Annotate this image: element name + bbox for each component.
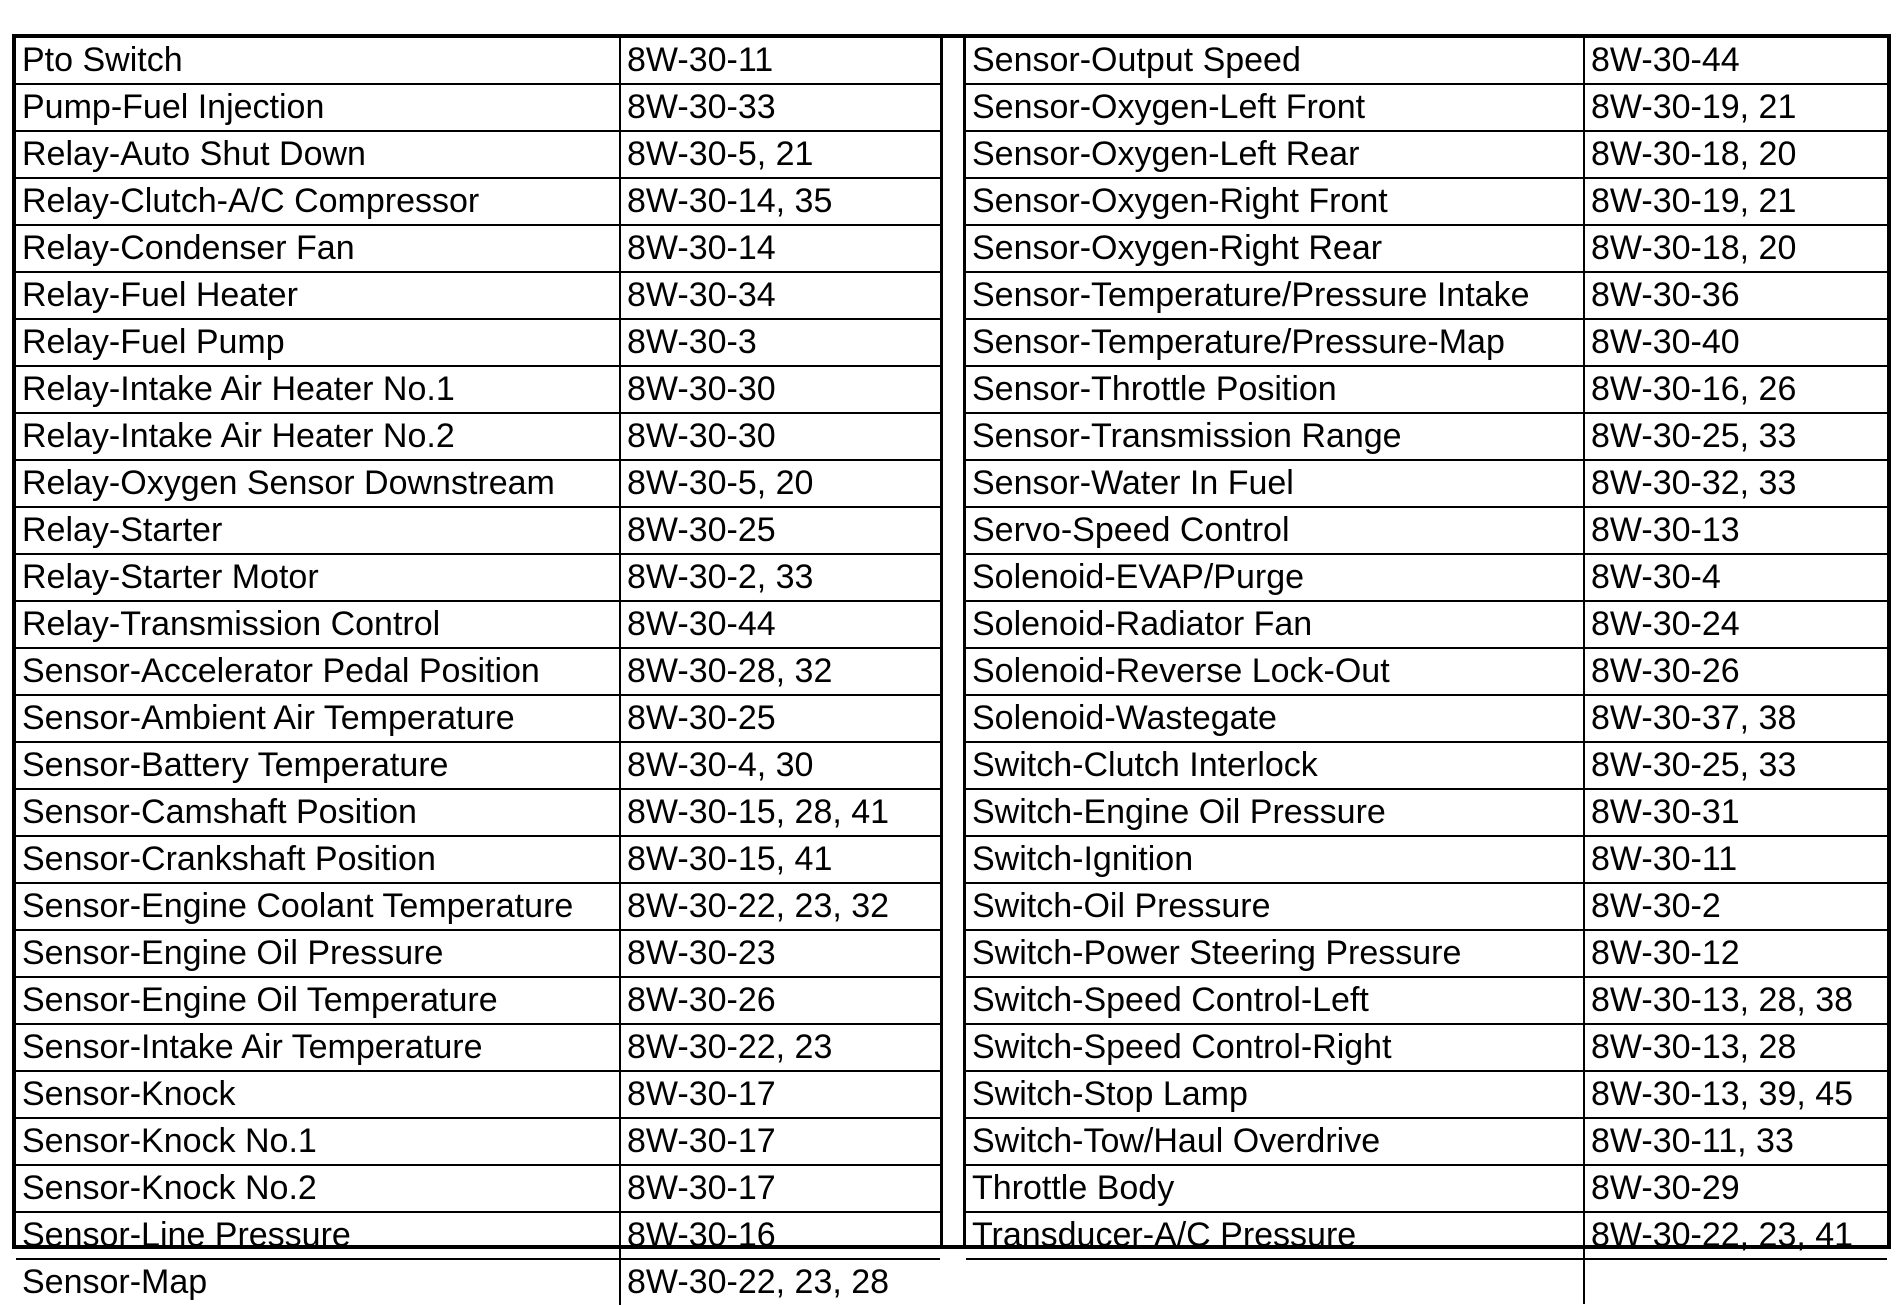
table-row	[966, 38, 1887, 84]
table-row	[16, 1118, 940, 1165]
table-row	[16, 413, 940, 460]
page-reference: 8W-30-22, 23, 41	[1584, 1212, 1887, 1259]
table-row	[16, 930, 940, 977]
component-name: Sensor-Oxygen-Right Rear	[966, 225, 1584, 272]
component-name: Sensor-Map	[22, 1263, 208, 1301]
component-name: Transducer-A/C Pressure	[966, 1212, 1584, 1259]
page-reference: 8W-30-2	[1584, 883, 1887, 930]
page-reference: 8W-30-14, 35	[620, 178, 940, 225]
page-reference: 8W-30-13	[1584, 507, 1887, 554]
page-reference: 8W-30-18, 20	[1584, 131, 1887, 178]
component-name: Pump-Fuel Injection	[16, 84, 620, 131]
page-reference: 8W-30-14	[620, 225, 940, 272]
page-reference: 8W-30-4	[1584, 554, 1887, 601]
table-row	[966, 366, 1887, 413]
table-row	[966, 742, 1887, 789]
component-name: Sensor-Water In Fuel	[966, 460, 1584, 507]
table-row	[966, 601, 1887, 648]
component-name: Switch-Engine Oil Pressure	[966, 789, 1584, 836]
page-reference: 8W-30-11, 33	[1584, 1118, 1887, 1165]
page-reference: 8W-30-25	[620, 695, 940, 742]
component-name: Sensor-Knock No.1	[16, 1118, 620, 1165]
page-reference: 8W-30-19, 21	[1584, 84, 1887, 131]
component-name: Relay-Fuel Pump	[16, 319, 620, 366]
table-row	[966, 507, 1887, 554]
component-name: Sensor-Camshaft Position	[16, 789, 620, 836]
table-row	[966, 178, 1887, 225]
page-reference: 8W-30-30	[620, 413, 940, 460]
page-reference: 8W-30-34	[620, 272, 940, 319]
page-reference: 8W-30-4, 30	[620, 742, 940, 789]
component-name: Sensor-Oxygen-Left Rear	[966, 131, 1584, 178]
table-row	[16, 1024, 940, 1071]
table-row	[966, 319, 1887, 366]
table-row	[966, 977, 1887, 1024]
component-name: Sensor-Line Pressure	[16, 1212, 620, 1259]
table-row	[16, 836, 940, 883]
page-reference: 8W-30-22, 23	[620, 1024, 940, 1071]
page-reference: 8W-30-17	[620, 1165, 940, 1212]
table-row	[966, 648, 1887, 695]
table-row	[16, 554, 940, 601]
component-name: Relay-Intake Air Heater No.1	[16, 366, 620, 413]
page-reference: 8W-30-15, 28, 41	[620, 789, 940, 836]
page-reference: 8W-30-18, 20	[1584, 225, 1887, 272]
component-name: Sensor-Knock No.2	[16, 1165, 620, 1212]
table-row	[16, 460, 940, 507]
page-reference: 8W-30-13, 39, 45	[1584, 1071, 1887, 1118]
table-row	[16, 648, 940, 695]
left-index-rows	[16, 38, 940, 1305]
left-index-column	[16, 38, 940, 1305]
page-reference: 8W-30-17	[620, 1118, 940, 1165]
table-row	[966, 272, 1887, 319]
table-row	[966, 1118, 1887, 1165]
right-index-column	[966, 38, 1887, 1304]
table-row	[966, 460, 1887, 507]
page-reference: 8W-30-31	[1584, 789, 1887, 836]
component-name: Servo-Speed Control	[966, 507, 1584, 554]
page-reference: 8W-30-32, 33	[1584, 460, 1887, 507]
page-reference: 8W-30-16, 26	[1584, 366, 1887, 413]
column-divider	[940, 38, 966, 1245]
table-row	[16, 1259, 940, 1305]
table-row	[16, 742, 940, 789]
right-index-rows	[966, 38, 1887, 1304]
table-row	[16, 319, 940, 366]
page-reference: 8W-30-23	[620, 930, 940, 977]
table-row	[16, 1071, 940, 1118]
page-reference: 8W-30-17	[620, 1071, 940, 1118]
page-reference: 8W-30-25	[620, 507, 940, 554]
table-row	[16, 225, 940, 272]
page-reference: 8W-30-40	[1584, 319, 1887, 366]
page-reference: 8W-30-25, 33	[1584, 742, 1887, 789]
component-name: Solenoid-Reverse Lock-Out	[966, 648, 1584, 695]
page-reference: 8W-30-2, 33	[620, 554, 940, 601]
component-name: Switch-Stop Lamp	[966, 1071, 1584, 1118]
table-row	[966, 225, 1887, 272]
page-reference: 8W-30-16	[620, 1212, 940, 1259]
component-name: Switch-Oil Pressure	[966, 883, 1584, 930]
component-name: Solenoid-Radiator Fan	[966, 601, 1584, 648]
table-row	[16, 789, 940, 836]
table-row	[966, 131, 1887, 178]
table-row	[16, 507, 940, 554]
component-name: Sensor-Intake Air Temperature	[16, 1024, 620, 1071]
component-name: Relay-Condenser Fan	[16, 225, 620, 272]
component-name: Relay-Clutch-A/C Compressor	[16, 178, 620, 225]
component-name: Relay-Oxygen Sensor Downstream	[16, 460, 620, 507]
table-row	[966, 1165, 1887, 1212]
component-name: Sensor-Accelerator Pedal Position	[16, 648, 620, 695]
table-row	[966, 1259, 1887, 1304]
page-reference: 8W-30-13, 28	[1584, 1024, 1887, 1071]
component-name: Relay-Intake Air Heater No.2	[16, 413, 620, 460]
component-name: Relay-Starter Motor	[16, 554, 620, 601]
table-row	[16, 84, 940, 131]
page-reference: 8W-30-24	[1584, 601, 1887, 648]
table-row	[966, 554, 1887, 601]
component-name: Sensor-Ambient Air Temperature	[16, 695, 620, 742]
page-reference: 8W-30-22, 23, 32	[620, 883, 940, 930]
page-reference: 8W-30-28, 32	[620, 648, 940, 695]
component-index-table	[12, 34, 1891, 1301]
table-row	[966, 883, 1887, 930]
component-name: Sensor-Output Speed	[966, 38, 1584, 84]
table-row	[16, 178, 940, 225]
page-reference: 8W-30-13, 28, 38	[1584, 977, 1887, 1024]
page-reference: 8W-30-5, 21	[620, 131, 940, 178]
page-reference: 8W-30-37, 38	[1584, 695, 1887, 742]
component-name: Sensor-Battery Temperature	[16, 742, 620, 789]
page-reference: 8W-30-26	[620, 977, 940, 1024]
page-reference: 8W-30-25, 33	[1584, 413, 1887, 460]
page-reference: 8W-30-33	[620, 84, 940, 131]
component-name: Sensor-Throttle Position	[966, 366, 1584, 413]
component-name: Relay-Transmission Control	[16, 601, 620, 648]
component-name: Sensor-Engine Oil Temperature	[16, 977, 620, 1024]
page-reference: 8W-30-3	[620, 319, 940, 366]
page-reference: 8W-30-15, 41	[620, 836, 940, 883]
component-name: Relay-Auto Shut Down	[16, 131, 620, 178]
page-reference	[1584, 1259, 1887, 1304]
table-row	[966, 695, 1887, 742]
table-row	[16, 38, 940, 84]
component-name: Switch-Tow/Haul Overdrive	[966, 1118, 1584, 1165]
table-row	[16, 601, 940, 648]
component-name: Sensor-Engine Oil Pressure	[16, 930, 620, 977]
component-name: Switch-Speed Control-Right	[966, 1024, 1584, 1071]
page-reference: 8W-30-44	[620, 601, 940, 648]
table-row	[16, 366, 940, 413]
table-row	[966, 1024, 1887, 1071]
table-row	[966, 836, 1887, 883]
component-name: Sensor-Engine Coolant Temperature	[16, 883, 620, 930]
component-name: Pto Switch	[16, 38, 620, 84]
component-name: Sensor-Crankshaft Position	[16, 836, 620, 883]
page-reference: 8W-30-26	[1584, 648, 1887, 695]
table-row	[16, 272, 940, 319]
table-row	[16, 1212, 940, 1259]
page-reference: 8W-30-44	[1584, 38, 1887, 84]
table-row	[966, 413, 1887, 460]
component-name: Sensor-Oxygen-Left Front	[966, 84, 1584, 131]
page-reference: 8W-30-11	[620, 38, 940, 84]
table-row	[16, 695, 940, 742]
page-reference: 8W-30-11	[1584, 836, 1887, 883]
table-row	[966, 1212, 1887, 1259]
component-name: Sensor-Knock	[16, 1071, 620, 1118]
component-name: Throttle Body	[966, 1165, 1584, 1212]
page-reference: 8W-30-30	[620, 366, 940, 413]
table-row	[16, 131, 940, 178]
component-name: Solenoid-Wastegate	[966, 695, 1584, 742]
table-row	[966, 930, 1887, 977]
component-name: Solenoid-EVAP/Purge	[966, 554, 1584, 601]
table-row	[16, 883, 940, 930]
component-name: Relay-Starter	[16, 507, 620, 554]
page-reference: 8W-30-19, 21	[1584, 178, 1887, 225]
component-name: Sensor-Transmission Range	[966, 413, 1584, 460]
table-row	[966, 1071, 1887, 1118]
component-name: Sensor-Temperature/Pressure-Map	[966, 319, 1584, 366]
table-row	[16, 1165, 940, 1212]
page-reference: 8W-30-36	[1584, 272, 1887, 319]
table-row	[966, 84, 1887, 131]
component-name	[966, 1259, 1584, 1304]
component-name: Switch-Speed Control-Left	[966, 977, 1584, 1024]
page-reference: 8W-30-22, 23, 28	[620, 1259, 940, 1305]
component-name: Switch-Ignition	[966, 836, 1584, 883]
table-row	[966, 789, 1887, 836]
page-reference: 8W-30-29	[1584, 1165, 1887, 1212]
component-name: Sensor-Oxygen-Right Front	[966, 178, 1584, 225]
table-row	[16, 977, 940, 1024]
component-name: Switch-Clutch Interlock	[966, 742, 1584, 789]
component-name: Relay-Fuel Heater	[16, 272, 620, 319]
page-reference: 8W-30-12	[1584, 930, 1887, 977]
component-name: Sensor-Temperature/Pressure Intake	[966, 272, 1584, 319]
page-reference: 8W-30-5, 20	[620, 460, 940, 507]
component-name: Switch-Power Steering Pressure	[966, 930, 1584, 977]
